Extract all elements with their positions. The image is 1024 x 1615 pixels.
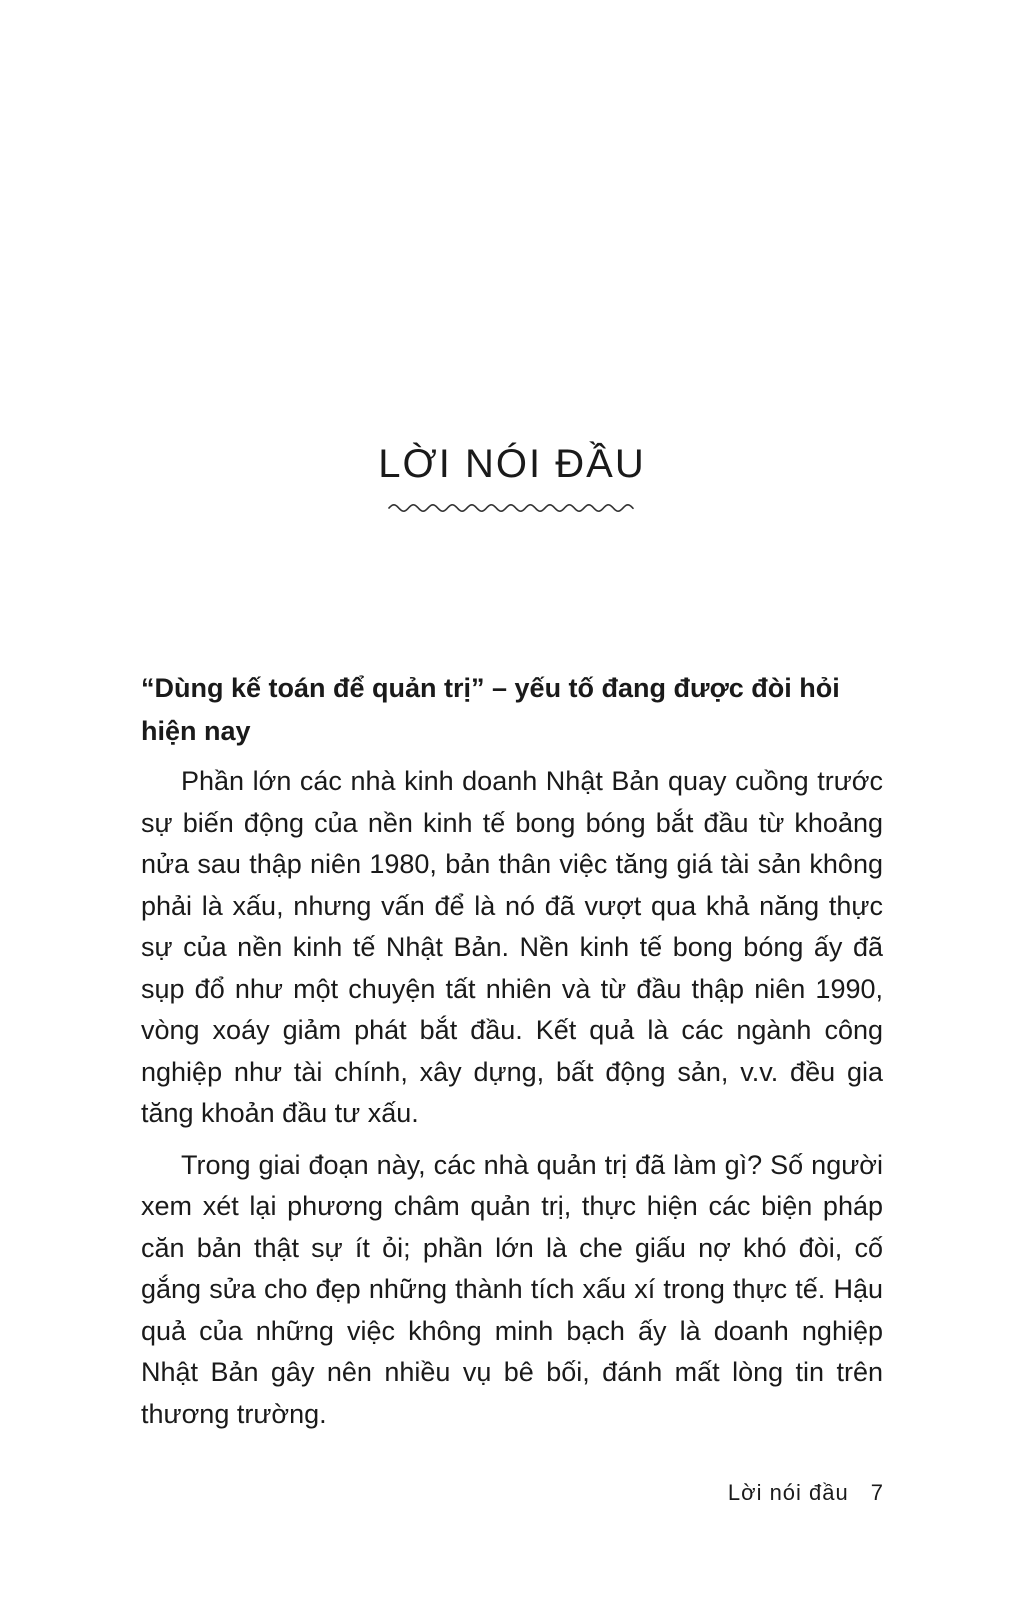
section-heading: “Dùng kế toán để quản trị” – yếu tố đang được đòi hỏi hiện nay xyxy=(141,673,840,746)
paragraph-1: Phần lớn các nhà kinh doanh Nhật Bản quay cuồng trước sự biến động của nền kinh tế bong bóng bắt đầu từ khoảng nửa sau thập niên 1980, bản thân việc tăng giá tài sản không phải là xấu, nhưng vấn để là nó đã vượt qua khả năng thực sự của nền kinh tế Nhật Bản. Nền kinh tế bong bóng ấy đã sụp đổ như một chuyện tất nhiên và từ đầu thập niên 1990, vòng xoáy giảm phát bắt đầu. Kết quả là các ngành công nghiệp như tài chính, xây dựng, bất động sản, v.v. đều gia tăng khoản đầu tư xấu. xyxy=(141,766,883,1128)
page-number: 7 xyxy=(870,1480,884,1505)
wavy-divider-icon xyxy=(388,500,634,516)
running-title: Lời nói đầu xyxy=(727,1480,849,1505)
page-footer xyxy=(728,1480,884,1506)
chapter-title: LỜI NÓI ĐẦU xyxy=(378,442,646,486)
paragraph-2: Trong giai đoạn này, các nhà quản trị đã làm gì? Số người xem xét lại phương châm quản trị, thực hiện các biện pháp căn bản thật sự ít ỏi; phần lớn là che giấu nợ khó đòi, cố gắng sửa cho đẹp những thành tích xấu xí trong thực tế. Hậu quả của những việc không minh bạch ấy là doanh nghiệp Nhật Bản gây nên nhiều vụ bê bối, đánh mất lòng tin trên thương trường. xyxy=(141,1149,883,1429)
main-content xyxy=(141,667,883,1445)
